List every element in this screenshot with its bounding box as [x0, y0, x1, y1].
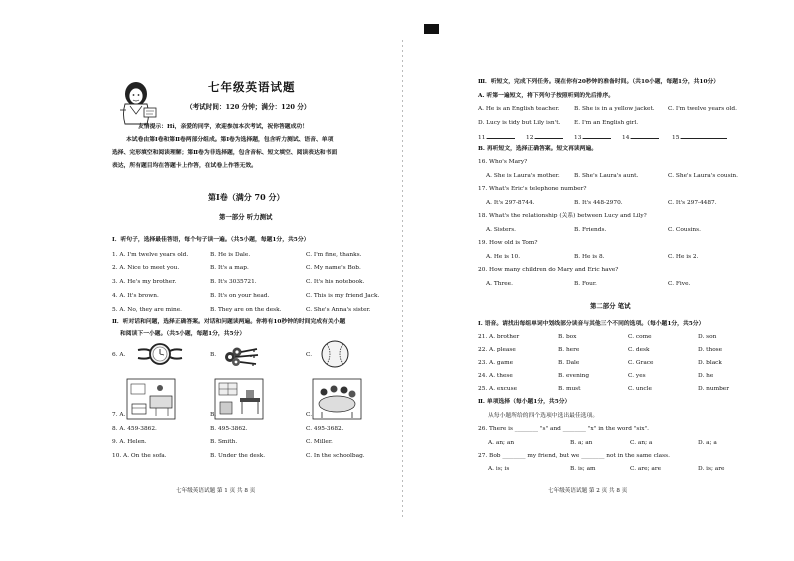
- question-stem: 18. What's the relationship (关系) between Lucy and Lily?: [478, 213, 647, 219]
- watch-icon: [136, 338, 184, 370]
- option-b: B. Dale: [558, 360, 580, 366]
- option-b: B. evening: [558, 373, 590, 379]
- q7-label-c: C.: [306, 412, 313, 418]
- option-a: A. Three.: [486, 281, 513, 287]
- option-b: B. It's on your head.: [210, 293, 270, 299]
- exam-title: 七年级英语试题: [208, 80, 296, 94]
- question-item: 23. A. game: [478, 360, 514, 366]
- question-item: 5. A. No, they are mine.: [112, 307, 182, 313]
- teacher-illustration-icon: [116, 80, 160, 130]
- part2-title: 第二部分 笔试: [590, 302, 631, 310]
- option-d: D. is; are: [698, 466, 725, 472]
- option-b: B. a; an: [570, 440, 593, 446]
- option-b: B. It's 3035721.: [210, 279, 257, 285]
- task-b-title: B. 再听短文，选择正确答案。短文再读两遍。: [478, 146, 598, 152]
- question-item: 10. A. On the sofa.: [112, 453, 167, 459]
- task-a-option: B. She is in a yellow jacket.: [574, 106, 655, 112]
- question-item: 8. A. 459-3862.: [112, 426, 157, 432]
- bedroom-scene-icon: [126, 378, 176, 420]
- option-d: D. black: [698, 360, 722, 366]
- listening-sec3-title: Ⅲ．听短文，完成下列任务。现在你有20秒钟的准备时间。（共10小题，每题1分，共10分）: [478, 79, 720, 85]
- volume-title: 第Ⅰ卷（满分 70 分）: [208, 192, 285, 202]
- question-item: 4. A. It's brown.: [112, 293, 159, 299]
- q7-label-b: B.: [210, 412, 217, 418]
- option-a: A. He is 10.: [486, 254, 521, 260]
- answer-blank[interactable]: 15.: [672, 134, 727, 142]
- option-a: A. is; is: [488, 466, 510, 472]
- option-c: C. Miller.: [306, 439, 333, 445]
- part-title: 第一部分 听力测试: [219, 213, 273, 221]
- answer-blank[interactable]: 11.: [478, 134, 515, 142]
- option-c: C. Five.: [668, 281, 691, 287]
- option-c: C. My name's Bob.: [306, 265, 361, 271]
- option-d: D. he: [698, 373, 714, 379]
- option-a: A. Sisters.: [486, 227, 517, 233]
- option-b: B. Under the desk.: [210, 453, 266, 459]
- classroom-scene-icon: [312, 378, 362, 420]
- option-b: B. He is 8.: [574, 254, 605, 260]
- question-stem: 19. How old is Tom?: [478, 240, 538, 246]
- question-item: 24. A. these: [478, 373, 513, 379]
- option-c: C. It's 297-4487.: [668, 200, 717, 206]
- scan-marker: [424, 24, 439, 34]
- listening-sec2-line-1: Ⅱ．听对话和问题，选择正确答案。对话和问题读两遍。你将有10秒钟的时间完成有关小题: [112, 319, 346, 325]
- page-footer-1: 七年级英语试题 第 1 页 共 8 页: [176, 488, 256, 494]
- option-c: C. Cousins.: [668, 227, 701, 233]
- option-d: D. those: [698, 347, 723, 353]
- page-fold-divider: [402, 40, 403, 520]
- q6-label-a: 6. A.: [112, 352, 126, 358]
- listening-sec2-line-2: 和阅读下一小题。（共5小题，每题1分，共5分）: [120, 331, 246, 337]
- option-b: B. Smith.: [210, 439, 238, 445]
- option-d: D. son: [698, 334, 717, 340]
- question-item: 21. A. brother: [478, 334, 520, 340]
- question-item: 1. A. I'm twelve years old.: [112, 252, 189, 258]
- option-b: B. 495-3862.: [210, 426, 248, 432]
- option-c: C. yes: [628, 373, 646, 379]
- keys-icon: [222, 343, 262, 369]
- option-b: B. Four.: [574, 281, 597, 287]
- option-c: C. I'm fine, thanks.: [306, 252, 362, 258]
- q6-label-b: B.: [210, 352, 217, 358]
- option-c: C. an; a: [630, 440, 653, 446]
- baseball-icon: [320, 339, 350, 369]
- question-stem: 26. There is ________ "s" and ________ "x" in the word "six".: [478, 426, 650, 432]
- option-a: A. It's 297-8744.: [486, 200, 535, 206]
- option-b: B. is; am: [570, 466, 596, 472]
- option-b: B. It's a map.: [210, 265, 249, 271]
- option-b: B. She's Laura's aunt.: [574, 173, 639, 179]
- single-choice-instruction: 从每小题所给的四个选项中选出最佳选项。: [488, 413, 599, 419]
- option-c: C. are; are: [630, 466, 662, 472]
- task-a-title: A. 听第一遍短文，将下列句子按照听到的先后排序。: [478, 93, 615, 99]
- option-b: B. He is Dale.: [210, 252, 251, 258]
- tips-line-2: 本试卷由第Ⅰ卷和第Ⅱ卷两部分组成。第Ⅰ卷为选择题，包含听力测试、语音、单项: [126, 137, 334, 143]
- task-a-option: D. Lucy is tidy but Lily isn't.: [478, 120, 561, 126]
- question-item: 22. A. please: [478, 347, 516, 353]
- option-d: D. number: [698, 386, 730, 392]
- question-item: 2. A. Nice to meet you.: [112, 265, 180, 271]
- option-c: C. This is my friend Jack.: [306, 293, 380, 299]
- option-b: B. It's 448-2970.: [574, 200, 623, 206]
- option-c: C. He is 2.: [668, 254, 699, 260]
- exam-time-info: （考试时间：120 分钟；满分：120 分）: [186, 103, 311, 111]
- option-d: D. a; a: [698, 440, 717, 446]
- question-stem: 20. How many children do Mary and Eric have?: [478, 267, 619, 273]
- option-c: C. She's Laura's cousin.: [668, 173, 739, 179]
- answer-blank[interactable]: 13.: [574, 134, 611, 142]
- option-b: B. They are on the desk.: [210, 307, 282, 313]
- option-c: C. It's his notebook.: [306, 279, 365, 285]
- question-item: 3. A. He's my brother.: [112, 279, 177, 285]
- question-stem: 16. Who's Mary?: [478, 159, 528, 165]
- task-a-option: E. I'm an English girl.: [574, 120, 639, 126]
- phonics-section-title: Ⅰ. 语音。请找出每组单词中划线部分读音与其他三个不同的选项。（每小题1分，共5分）: [478, 321, 705, 327]
- option-c: C. In the schoolbag.: [306, 453, 365, 459]
- option-c: C. She's Anna's sister.: [306, 307, 371, 313]
- q6-label-c: C.: [306, 352, 313, 358]
- option-a: A. She is Laura's mother.: [486, 173, 560, 179]
- option-a: A. an; an: [488, 440, 515, 446]
- question-stem: 17. What's Eric's telephone number?: [478, 186, 587, 192]
- listening-sec1-title: Ⅰ．听句子，选择最佳答语，每个句子读一遍。（共5小题，每题1分，共5分）: [112, 237, 310, 243]
- answer-blank[interactable]: 12.: [526, 134, 563, 142]
- tips-line-4: 表达，所有题目均在答题卡上作答，在试卷上作答无效。: [112, 163, 257, 169]
- option-c: C. uncle: [628, 386, 652, 392]
- task-a-option: C. I'm twelve years old.: [668, 106, 737, 112]
- option-b: B. here: [558, 347, 580, 353]
- page-footer-2: 七年级英语试题 第 2 页 共 8 页: [548, 488, 628, 494]
- option-c: C. desk: [628, 347, 650, 353]
- q7-label-a: 7. A.: [112, 412, 126, 418]
- option-c: C. 495-3682.: [306, 426, 344, 432]
- task-a-option: A. He is an English teacher.: [478, 106, 560, 112]
- option-b: B. must: [558, 386, 581, 392]
- answer-blank[interactable]: 14.: [622, 134, 659, 142]
- option-b: B. box: [558, 334, 577, 340]
- question-item: 9. A. Helen.: [112, 439, 147, 445]
- option-c: C. come: [628, 334, 652, 340]
- question-stem: 27. Bob ________ my friend, but we ________ not in the same class.: [478, 453, 670, 459]
- option-b: B. Friends.: [574, 227, 607, 233]
- question-item: 25. A. excuse: [478, 386, 518, 392]
- desk-room-scene-icon: [214, 378, 264, 420]
- tips-line-1: 友情提示：Hi，亲爱的同学，欢迎参加本次考试，祝你答题成功！: [138, 124, 308, 130]
- option-c: C. Grace: [628, 360, 654, 366]
- tips-line-3: 选择、完形填空和阅读理解；第Ⅱ卷为非选择题，包含音标、短文填空、阅读表达和书面: [112, 150, 338, 156]
- single-choice-title: Ⅱ. 单项选择（每小题1分，共5分）: [478, 399, 571, 405]
